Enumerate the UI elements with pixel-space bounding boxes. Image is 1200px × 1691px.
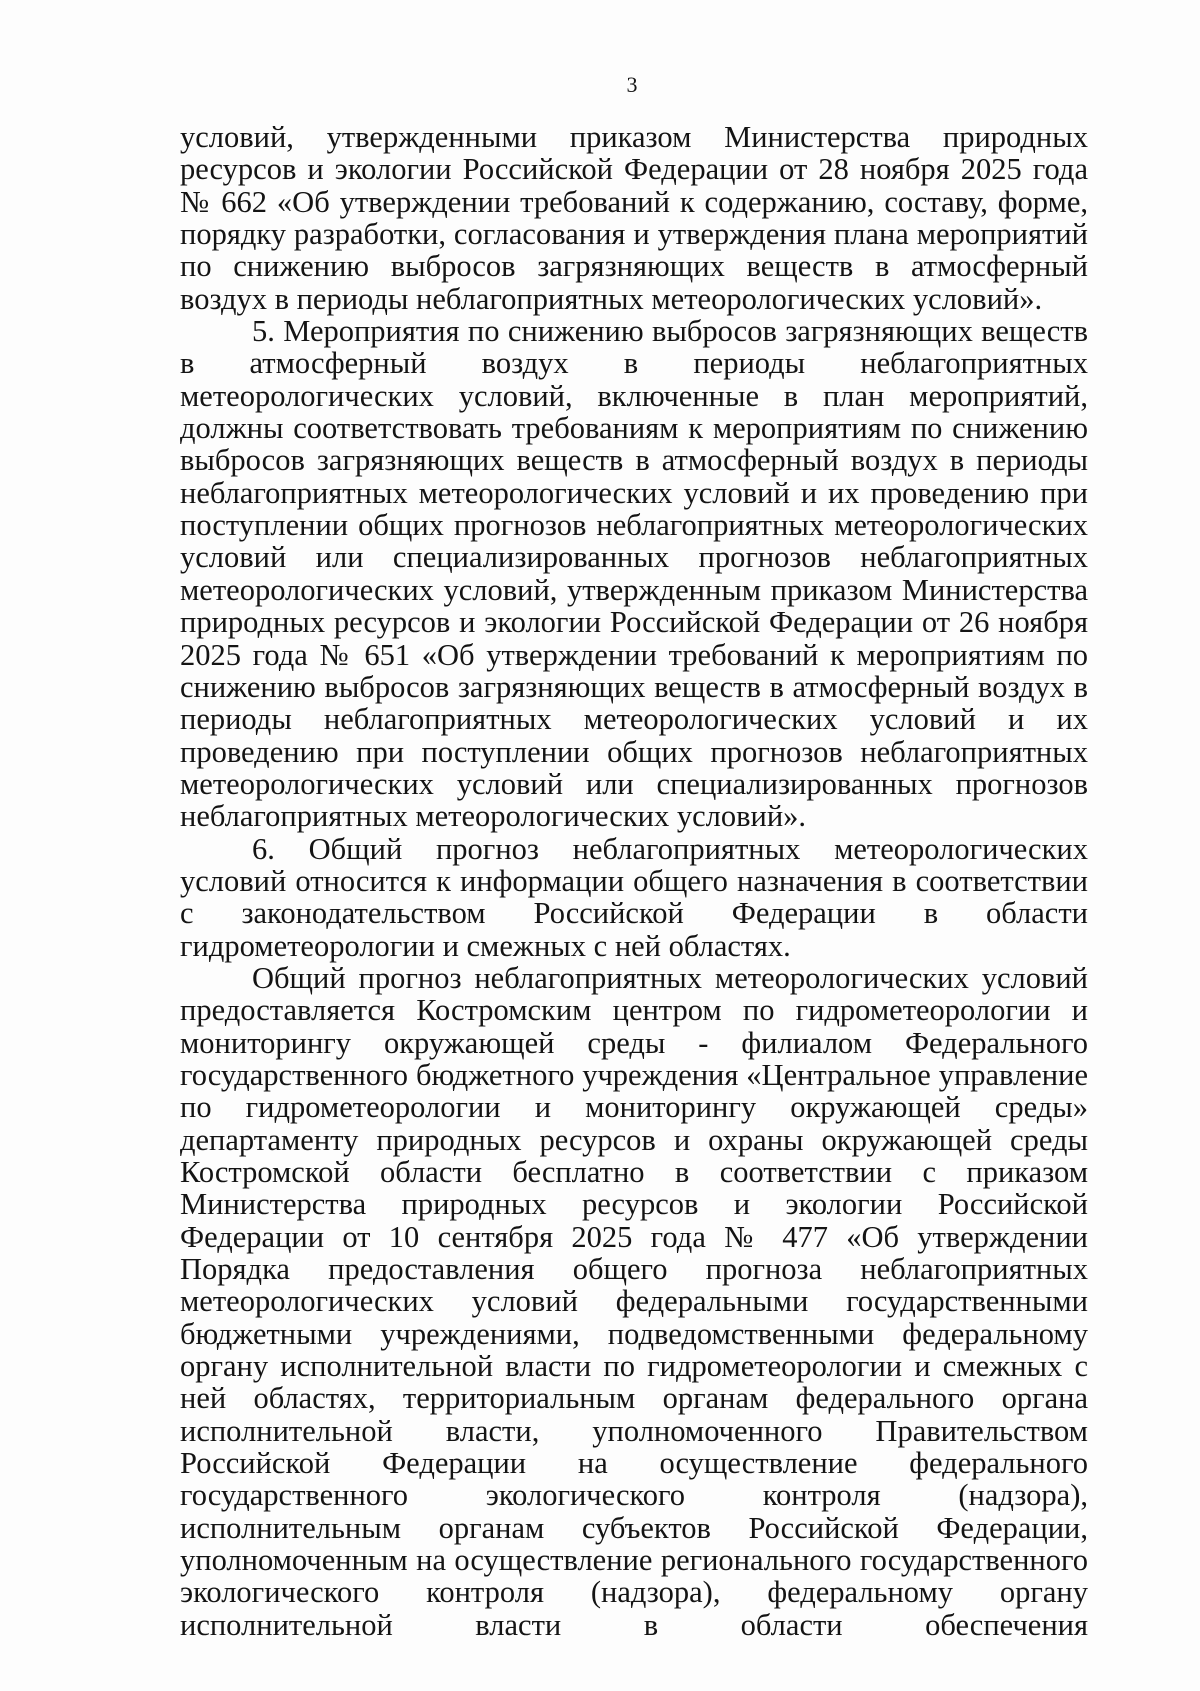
paragraph-general-forecast: Общий прогноз неблагоприятных метеорологических условий предоставляется Костромским центром по гидрометеорологии и мониторингу окружающей среды - филиалом Федерального государственного бюджетного учреждения «Центральное управление по гидрометеорологии и мониторингу окружающей среды» департаменту природных ресурсов и охраны окружающей среды Костромской области бесплатно в соответствии с приказом Министерства природных ресурсов и экологии Российской Федерации от 10 сентября 2025 года № 477 «Об утверждении Порядка предоставления общего прогноза неблагоприятных метеорологических условий федеральными государственными бюджетными учреждениями, подведомственными федеральному органу исполнительной власти по гидрометеорологии и смежных с ней областях, территориальным органам федерального органа исполнительной власти, уполномоченного Правительством Российской Федерации на осуществление федерального государственного экологического контроля (надзора), исполнительным органам субъектов Российской Федерации, уполномоченным на осуществление регионального государственного экологического контроля (надзора), федеральному органу исполнительной власти в области обеспечения [180, 960, 1088, 1642]
paragraph-item-6: 6. Общий прогноз неблагоприятных метеорологических условий относится к информации общего назначения в соответствии с законодательством Российской Федерации в области гидрометеорологии и смежных с ней областях. [180, 831, 1088, 963]
paragraph-continuation: условий, утвержденными приказом Министерства природных ресурсов и экологии Российской Федерации от 28 ноября 2025 года № 662 «Об утверждении требований к содержанию, составу, форме, порядку разработки, согласования и утверждения плана мероприятий по снижению выбросов загрязняющих веществ в атмосферный воздух в периоды неблагоприятных метеорологических условий». [180, 120, 1088, 316]
document-body [180, 121, 1088, 1641]
page-number: 3 [626, 72, 638, 97]
paragraph-item-5: 5. Мероприятия по снижению выбросов загрязняющих веществ в атмосферный воздух в периоды неблагоприятных метеорологических условий, включенные в план мероприятий, должны соответствовать требованиям к мероприятиям по снижению выбросов загрязняющих веществ в атмосферный воздух в периоды неблагоприятных метеорологических условий и их проведению при поступлении общих прогнозов неблагоприятных метеорологических условий или специализированных прогнозов неблагоприятных метеорологических условий, утвержденным приказом Министерства природных ресурсов и экологии Российской Федерации от 26 ноября 2025 года № 651 «Об утверждении требований к мероприятиям по снижению выбросов загрязняющих веществ в атмосферный воздух в периоды неблагоприятных метеорологических условий и их проведению при поступлении общих прогнозов неблагоприятных метеорологических условий или специализированных прогнозов неблагоприятных метеорологических условий». [180, 314, 1088, 834]
